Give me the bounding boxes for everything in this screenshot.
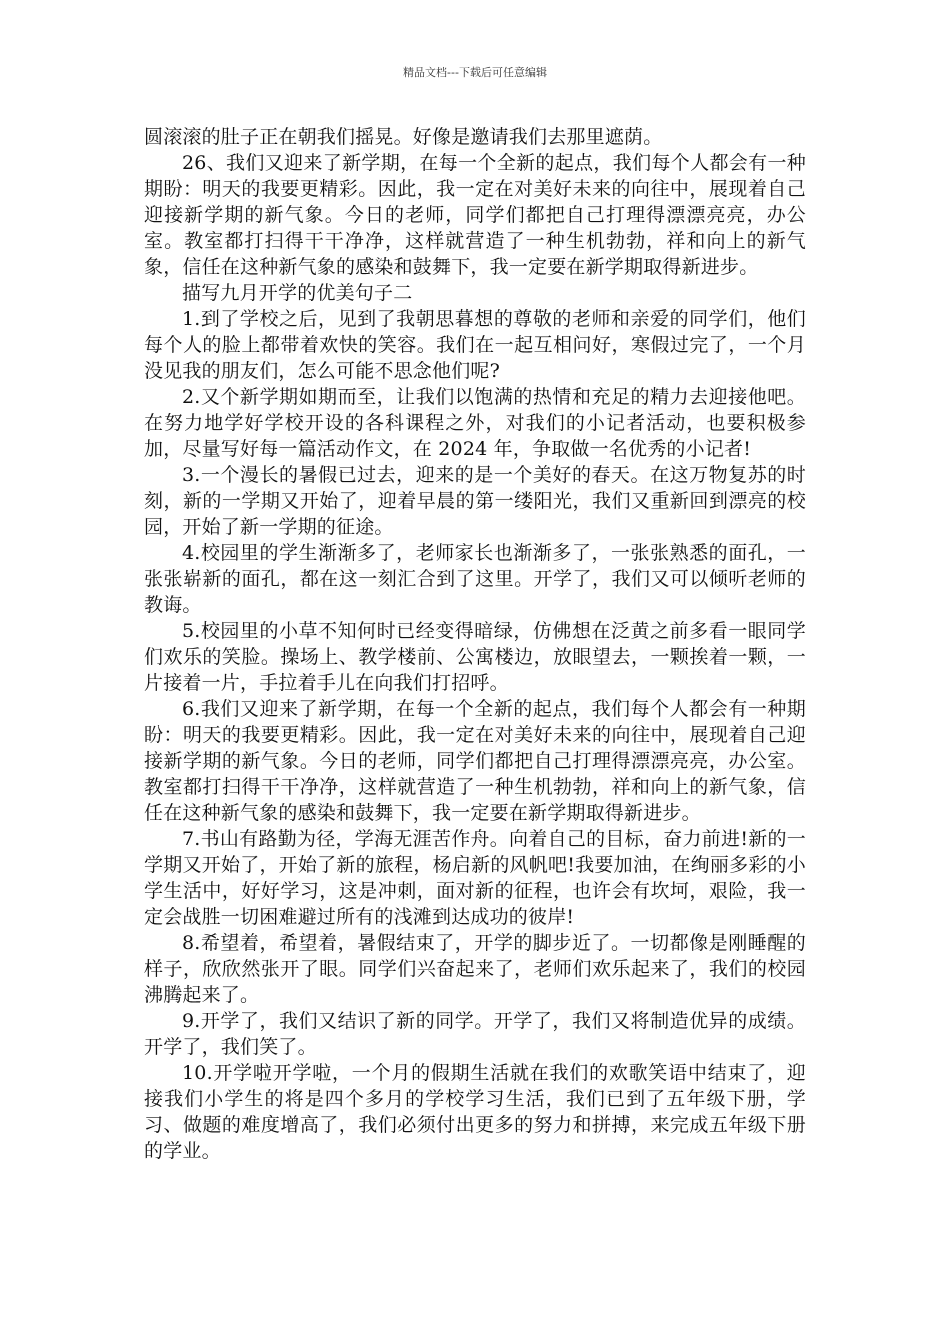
paragraph-item-9: 9.开学了，我们又结识了新的同学。开学了，我们又将制造优异的成绩。开学了，我们笑了。 — [144, 1010, 806, 1058]
page-header: 精品文档---下载后可任意编辑 — [403, 66, 547, 79]
paragraph-item-2: 2.又个新学期如期而至，让我们以饱满的热情和充足的精力去迎接他吧。在努力地学好学校开设的各科课程之外，对我们的小记者活动，也要积极参加，尽量写好每一篇活动作文，在 2024 年，争取做一名优秀的小记者! — [144, 386, 806, 460]
paragraph-item-5: 5.校园里的小草不知何时已经变得暗绿，仿佛想在泛黄之前多看一眼同学们欢乐的笑脸。操场上、教学楼前、公寓楼边，放眼望去，一颗挨着一颗，一片接着一片，手拉着手儿在向我们打招呼。 — [144, 620, 806, 694]
paragraph-continued: 圆滚滚的肚子正在朝我们摇晃。好像是邀请我们去那里遮荫。 — [144, 126, 663, 148]
paragraph-item-4: 4.校园里的学生渐渐多了，老师家长也渐渐多了，一张张熟悉的面孔，一张张崭新的面孔，都在这一刻汇合到了这里。开学了，我们又可以倾听老师的教诲。 — [144, 542, 806, 616]
paragraph-item-6: 6.我们又迎来了新学期，在每一个全新的起点，我们每个人都会有一种期盼：明天的我要更精彩。因此，我一定在对美好未来的向往中，展现着自己迎接新学期的新气象。今日的老师，同学们都把自己打理得漂漂亮亮，办公室。教室都打扫得干干净净，这样就营造了一种生机勃勃，祥和向上的新气象，信任在这种新气象的感染和鼓舞下，我一定要在新学期取得新进步。 — [144, 698, 806, 824]
paragraph-item-26: 26、我们又迎来了新学期，在每一个全新的起点，我们每个人都会有一种期盼：明天的我要更精彩。因此，我一定在对美好未来的向往中，展现着自己迎接新学期的新气象。今日的老师，同学们都把自己打理得漂漂亮亮，办公室。教室都打扫得干干净净，这样就营造了一种生机勃勃，祥和向上的新气象，信任在这种新气象的感染和鼓舞下，我一定要在新学期取得新进步。 — [144, 152, 806, 278]
section-heading: 描写九月开学的优美句子二 — [182, 282, 413, 304]
paragraph-item-8: 8.希望着，希望着，暑假结束了，开学的脚步近了。一切都像是刚睡醒的样子，欣欣然张开了眼。同学们兴奋起来了，老师们欢乐起来了，我们的校园沸腾起来了。 — [144, 932, 806, 1006]
paragraph-item-1: 1.到了学校之后，见到了我朝思暮想的尊敬的老师和亲爱的同学们，他们每个人的脸上都带着欢快的笑容。我们在一起互相问好，寒假过完了，一个月没见我的朋友们，怎么可能不思念他们呢? — [144, 308, 806, 382]
paragraph-item-3: 3.一个漫长的暑假已过去，迎来的是一个美好的春天。在这万物复苏的时刻，新的一学期又开始了，迎着早晨的第一缕阳光，我们又重新回到漂亮的校园，开始了新一学期的征途。 — [144, 464, 806, 538]
paragraph-item-10: 10.开学啦开学啦，一个月的假期生活就在我们的欢歌笑语中结束了，迎接我们小学生的将是四个多月的学校学习生活，我们已到了五年级下册，学习、做题的难度增高了，我们必须付出更多的努力和拼搏，来完成五年级下册的学业。 — [144, 1062, 806, 1162]
document-body — [144, 124, 806, 1164]
paragraph-item-7: 7.书山有路勤为径，学海无涯苦作舟。向着自己的目标，奋力前进!新的一学期又开始了，开始了新的旅程，杨启新的风帆吧!我要加油，在绚丽多彩的小学生活中，好好学习，这是冲刺，面对新的征程，也许会有坎坷，艰险，我一定会战胜一切困难避过所有的浅滩到达成功的彼岸! — [144, 828, 806, 928]
